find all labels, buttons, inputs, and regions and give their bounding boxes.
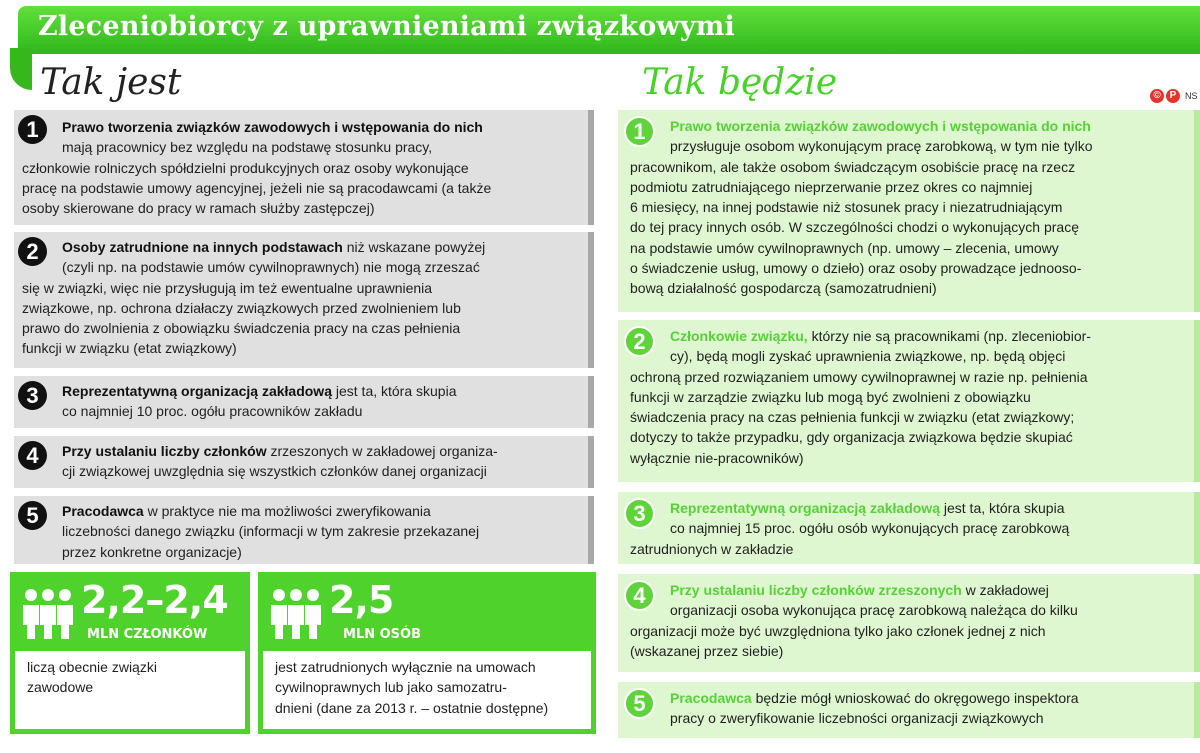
item-lead: Pracodawca <box>62 503 144 519</box>
item-first-line <box>618 498 1194 518</box>
stat-desc-line: zawodowe <box>27 679 94 696</box>
item-line: świadczenia pracy na czas pełnienia funkcji w związku (etat związkowy; <box>630 409 1075 426</box>
current-item-4 <box>14 436 594 488</box>
logo-text: NS <box>1185 91 1198 101</box>
item-first-rest: będzie mógł wnioskować do okręgowego inspektora <box>751 690 1079 706</box>
item-lead: Reprezentatywną organizacją zakładową <box>670 500 940 516</box>
item-line: ochroną przed rozwiązaniem umowy cywilnoprawnej w razie np. pełnienia <box>630 368 1088 385</box>
stat-header <box>15 577 245 651</box>
stat-persons <box>258 572 596 734</box>
item-line: podmiotu zatrudniającego nieprzerwanie przez okres co najmniej <box>630 178 1033 195</box>
stat-description <box>263 651 591 724</box>
item-number: 1 <box>18 115 47 144</box>
item-first-rest: niż wskazane powyżej <box>342 239 486 255</box>
item-line: liczebności danego związku (informacji w tym zakresie przekazanej <box>62 523 480 540</box>
item-first-line <box>14 237 588 257</box>
item-line: cy), będą mogli zyskać uprawnienia związkowe, np. będą objęci <box>670 348 1066 365</box>
publisher-logo <box>1150 88 1198 104</box>
item-line: 6 miesięcy, na innej podstawie niż stosunek pracy i niezatrudniającym <box>630 199 1063 216</box>
heading-future: Tak będzie <box>642 62 838 103</box>
item-line: prawo do zwolnienia z obowiązku świadczenia pracy na czas pełnienia <box>22 320 461 337</box>
item-first-rest: w praktyce nie ma możliwości zweryfikowania <box>143 503 431 519</box>
item-first-rest: w zakładowej <box>961 582 1049 598</box>
item-line: przysługuje osobom wykonującym pracę zarobkową, w tym nie tylko <box>670 138 1093 155</box>
stat-desc-line: jest zatrudnionych wyłącznie na umowach <box>275 659 536 675</box>
item-number: 5 <box>18 501 47 530</box>
stat-value: 2,2–2,4 <box>81 578 228 622</box>
item-line: osoby skierowane do pracy w ramach służby zastępczej) <box>22 200 375 217</box>
item-line: członkowie rolniczych spółdzielni produkcyjnych oraz osoby wykonujące <box>22 159 469 176</box>
future-item-3 <box>618 492 1200 564</box>
item-first-rest: zrzeszonych w zakładowej organiza- <box>266 443 498 459</box>
item-line: na podstawie umów cywilnoprawnych (np. umowy – zlecenia, umowy <box>630 239 1059 256</box>
item-line: bową działalność gospodarczą (samozatrudnieni) <box>630 280 937 297</box>
future-item-5 <box>618 682 1200 738</box>
item-line: cji związkowej uwzględnia się wszystkich członków danej organizacji <box>62 463 487 480</box>
item-lead: Członkowie związku, <box>670 328 808 344</box>
future-item-4 <box>618 574 1200 672</box>
item-line: o świadczenie usług, umowy o dzieło) oraz osoby prowadzące jednooso- <box>630 260 1082 277</box>
item-first-line <box>618 326 1194 346</box>
stat-unit: MLN OSÓB <box>343 627 421 642</box>
item-first-rest: jest ta, która skupia <box>331 383 457 399</box>
item-line: do tej pracy innych osób. W szczególności chodzi o wykonujących pracę <box>630 219 1079 236</box>
item-first-line <box>14 501 588 521</box>
item-first-rest: którzy nie są pracownikami (np. zleceniobior- <box>807 328 1091 344</box>
item-line: co najmniej 15 proc. ogółu osób wykonujących pracę zarobkową <box>670 520 1070 537</box>
stat-header <box>263 577 591 651</box>
future-item-1 <box>618 110 1200 312</box>
item-line: (czyli np. na podstawie umów cywilnoprawnych) nie mogą zrzeszać <box>62 259 480 276</box>
item-lead: Pracodawca <box>670 690 752 706</box>
item-number: 2 <box>624 326 655 357</box>
p-icon: P <box>1166 89 1180 103</box>
item-line: pracownikom, ale także osobom świadczącym osobiście pracę na rzecz <box>630 158 1076 175</box>
copyright-icon: © <box>1150 89 1164 103</box>
item-line: związkowe, np. ochrona działaczy związkowych przed zwolnieniem lub <box>22 299 461 316</box>
item-line: (wskazanej przez siebie) <box>630 642 784 659</box>
stat-members <box>10 572 250 734</box>
item-line: organizacji osoba wykonująca pracę zarobkową należąca do kilku <box>670 602 1078 619</box>
current-item-1 <box>14 110 594 225</box>
item-number: 1 <box>624 116 655 147</box>
item-lead: Osoby zatrudnione na innych podstawach <box>62 239 343 255</box>
item-first-rest: jest ta, która skupia <box>939 500 1065 516</box>
current-item-2 <box>14 232 594 368</box>
item-line: pracy o zweryfikowanie liczebności organizacji związkowych <box>670 710 1044 727</box>
item-line: funkcji w zarządzie związku lub mogą być zwolnieni z obowiązku <box>630 388 1031 405</box>
stat-unit: MLN CZŁONKÓW <box>87 627 208 642</box>
item-number: 3 <box>624 498 655 529</box>
item-line: pracę na podstawie umowy agencyjnej, jeżeli nie są pracodawcami (a także <box>22 179 492 196</box>
item-lead: Reprezentatywną organizacją zakładową <box>62 383 332 399</box>
stat-desc-line: dnieni (dane za 2013 r. – ostatnie dostępne) <box>275 699 549 716</box>
people-icon <box>267 587 325 639</box>
item-line: dotyczy to także przypadku, gdy organizacja związkowa będzie skupiać <box>630 429 1073 446</box>
item-lead: Prawo tworzenia związków zawodowych i wstępowania do nich <box>62 119 483 135</box>
item-number: 5 <box>624 688 655 719</box>
banner-curl <box>10 48 32 90</box>
item-first-line <box>618 688 1194 708</box>
item-line: mają pracownicy bez względu na podstawę stosunku pracy, <box>62 139 433 156</box>
item-first-line <box>618 116 1194 136</box>
item-lead: Przy ustalaniu liczby członków <box>62 443 267 459</box>
item-line: wyłącznie nie-pracowników) <box>630 449 804 466</box>
item-first-line <box>14 117 588 137</box>
item-number: 4 <box>624 580 655 611</box>
future-item-2 <box>618 320 1200 482</box>
stat-desc-line: cywilnoprawnych lub jako samozatru- <box>275 679 507 696</box>
item-line: się w związki, więc nie przysługują im też ewentualne uprawnienia <box>22 279 433 296</box>
stat-value: 2,5 <box>329 578 394 622</box>
item-lead: Przy ustalaniu liczby członków zrzeszonych <box>670 582 962 598</box>
item-line: funkcji w związku (etat związkowy) <box>22 340 237 357</box>
item-line: co najmniej 10 proc. ogółu pracowników zakładu <box>62 403 363 420</box>
item-first-line <box>618 580 1194 600</box>
stat-desc-line: liczą obecnie związki <box>27 659 157 675</box>
item-number: 4 <box>18 441 47 470</box>
item-number: 2 <box>18 237 47 266</box>
item-line: organizacji może być uwzględniona tylko jako członek jednej z nich <box>630 622 1046 639</box>
item-line: przez konkretne organizacje) <box>62 543 242 560</box>
item-line: zatrudnionych w zakładzie <box>630 540 794 557</box>
item-first-line <box>14 441 588 461</box>
current-item-3 <box>14 376 594 428</box>
title-banner <box>18 6 1200 54</box>
stat-description <box>15 651 245 704</box>
item-first-line <box>14 381 588 401</box>
item-lead: Prawo tworzenia związków zawodowych i wstępowania do nich <box>670 118 1091 134</box>
people-icon <box>19 587 77 639</box>
item-number: 3 <box>18 381 47 410</box>
page-title: Zleceniobiorcy z uprawnieniami związkowymi <box>38 11 735 42</box>
current-item-5 <box>14 496 594 564</box>
heading-current: Tak jest <box>40 62 182 103</box>
